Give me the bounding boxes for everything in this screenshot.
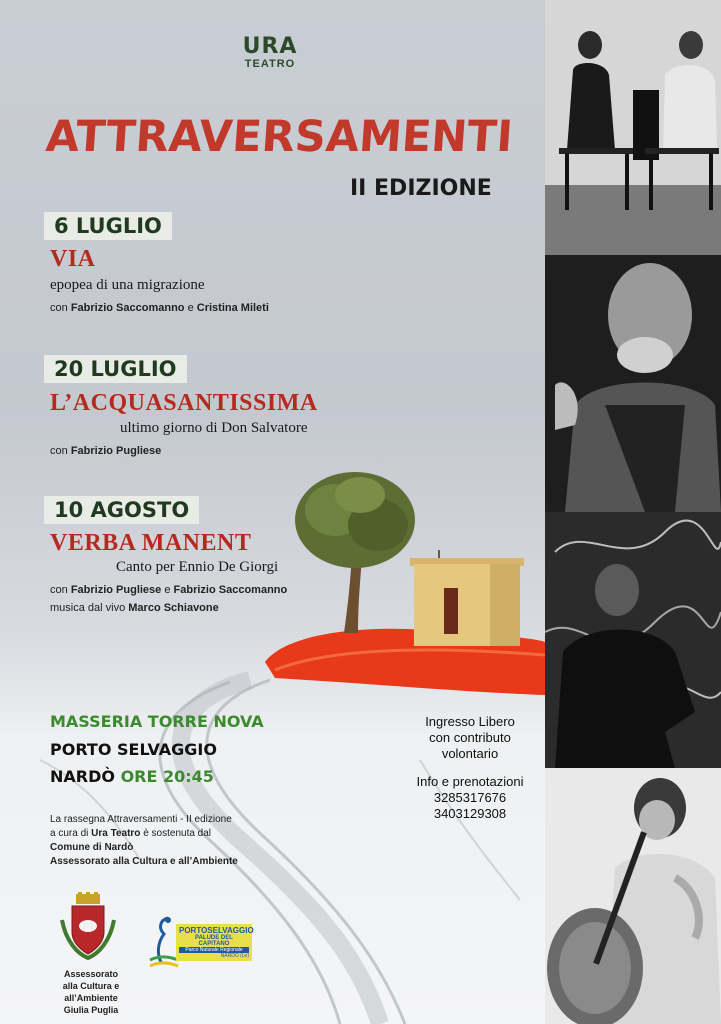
contact-info <box>405 774 535 822</box>
credits-line: La rassegna Attraversamenti - II edizione <box>50 814 232 825</box>
photo-older-man <box>545 255 721 512</box>
cast-join: e <box>187 302 194 314</box>
cast-name: Fabrizio Pugliese <box>70 445 162 457</box>
logo-sub: TEATRO <box>244 58 296 70</box>
credits-text <box>50 813 300 869</box>
show-1-subtitle: epopea di una migrazione <box>50 277 205 293</box>
show-1-date: 6 LUGLIO <box>44 212 172 240</box>
cast-name: Cristina Mileti <box>196 302 269 314</box>
contact-label: Info e prenotazioni <box>416 774 524 789</box>
photo-3-image <box>545 512 721 768</box>
venue-name: MASSERIA TORRE NOVA <box>50 712 264 731</box>
logo-name: URA <box>242 34 298 59</box>
park-logo-text <box>176 924 252 961</box>
edition-label: II EDIZIONE <box>350 176 492 201</box>
credits-department: Assessorato alla Cultura e all’Ambiente <box>50 856 238 867</box>
photo-1-image <box>545 0 721 255</box>
photo-cellist <box>545 768 721 1024</box>
venue-town: NARDÒ <box>50 767 115 786</box>
park-logo <box>148 916 252 968</box>
credits-municipality: Comune di Nardò <box>50 842 134 853</box>
show-2-date: 20 LUGLIO <box>44 355 187 383</box>
show-1-title: VIA <box>50 246 96 272</box>
show-1-cast <box>50 302 269 314</box>
credits-line <box>50 841 300 855</box>
park-logo-line: Parco Naturale Regionale <box>179 947 249 953</box>
credits-line <box>50 855 300 869</box>
credits-org: Ura Teatro <box>91 828 141 839</box>
show-2-subtitle: ultimo giorno di Don Salvatore <box>120 420 308 436</box>
photo-man-blackboard <box>545 512 721 768</box>
photo-2-image <box>545 255 721 512</box>
show-3-music <box>50 602 219 614</box>
town-crest-icon <box>58 892 118 962</box>
phone-number[interactable]: 3285317676 <box>433 790 507 805</box>
show-3-title: VERBA MANENT <box>50 530 252 556</box>
cast-name: Fabrizio Saccomanno <box>70 302 185 314</box>
show-2-title: L’ACQUASANTISSIMA <box>50 390 318 416</box>
entry-line: volontario <box>441 746 499 761</box>
credits-line <box>50 827 300 841</box>
show-3-date: 10 AGOSTO <box>44 496 199 524</box>
photo-actors-seated <box>545 0 721 255</box>
venue-location: PORTO SELVAGGIO <box>50 740 217 759</box>
ura-teatro-logo <box>230 36 310 70</box>
crest-caption-line: Assessorato <box>63 969 119 979</box>
cast-name: Fabrizio Saccomanno <box>173 584 288 596</box>
olive-tree-illustration <box>290 465 420 635</box>
cast-join: e <box>164 584 171 596</box>
festival-title: ATTRAVERSAMENTI <box>44 112 515 162</box>
photo-strip <box>545 0 721 1024</box>
crest-caption-line: alla Cultura e all’Ambiente <box>62 981 120 1003</box>
cast-prefix: con <box>50 584 68 596</box>
credits-fragment: a cura di <box>50 828 89 839</box>
entry-line: con contributo <box>429 730 511 745</box>
venue-time <box>50 767 214 786</box>
entry-line: Ingresso Libero <box>425 714 515 729</box>
park-logo-line: PALUDE DEL CAPITANO <box>195 935 233 947</box>
park-logo-line: PORTOSELVAGGIO <box>179 926 254 935</box>
cast-name: Fabrizio Pugliese <box>70 584 162 596</box>
park-logo-line: NARDÒ (Le) <box>220 953 249 959</box>
farmhouse-illustration <box>408 548 528 648</box>
photo-4-image <box>545 768 721 1024</box>
crest-caption <box>46 968 136 1016</box>
crest-caption-line: Giulia Puglia <box>63 1005 119 1015</box>
music-name: Marco Schiavone <box>128 602 219 614</box>
show-3-subtitle: Canto per Ennio De Giorgi <box>116 559 279 575</box>
music-prefix: musica dal vivo <box>50 602 126 614</box>
entry-info <box>405 714 535 762</box>
cast-prefix: con <box>50 302 68 314</box>
phone-number[interactable]: 3403129308 <box>433 806 507 821</box>
show-time: ORE 20:45 <box>120 767 214 786</box>
credits-fragment: è sostenuta dal <box>143 828 212 839</box>
show-3-cast <box>50 584 287 596</box>
show-2-cast <box>50 445 161 457</box>
cast-prefix: con <box>50 445 68 457</box>
